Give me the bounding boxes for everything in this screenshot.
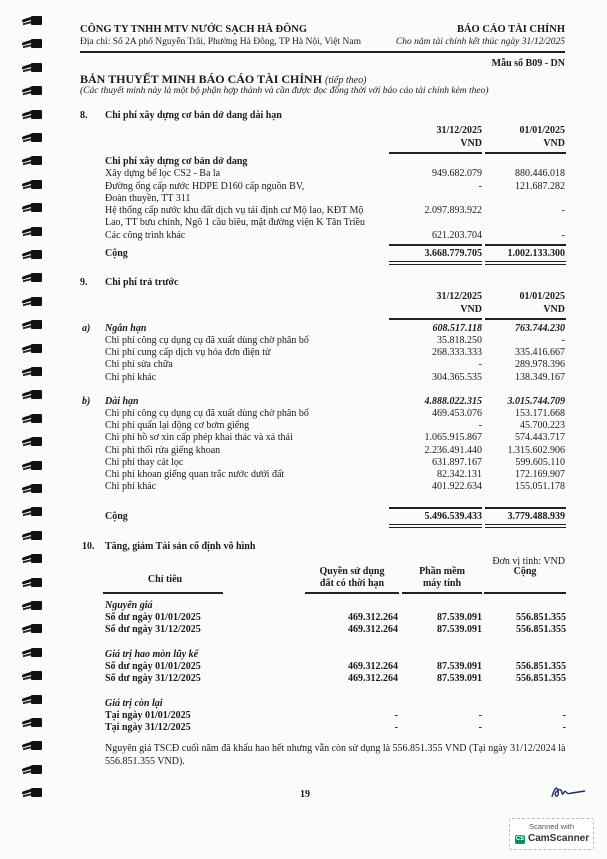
s9-total-doubleline-1 <box>389 524 482 528</box>
binding-ring <box>22 133 42 142</box>
section-10-title: Tăng, giảm Tài sản cố định vô hình <box>105 541 256 552</box>
s9-col1-unit: VND <box>460 304 482 315</box>
s10-col1-underline <box>305 592 399 594</box>
table-row: Chi phí khoan giếng quan trắc nước dưới đất 82.342.131 172.169.907 <box>105 469 565 480</box>
document-title-text: BẢN THUYẾT MINH BÁO CÁO TÀI CHÍNH <box>80 72 323 86</box>
table-row: Xây dựng bể lọc CS2 - Ba la 949.682.079 880.446.018 <box>105 168 565 179</box>
table-row: Chi phí thổi rửa giếng khoan 2.236.491.440 1.315.602.906 <box>105 444 565 456</box>
s8-total-topline-1 <box>389 244 482 246</box>
table-row: Chi phí công cụ dụng cụ đã xuất dùng chờ phân bổ 35.818.250 - <box>105 335 565 346</box>
company-name: CÔNG TY TNHH MTV NƯỚC SẠCH HÀ ĐÔNG <box>80 24 308 35</box>
s10-header-item: Chỉ tiêu <box>147 574 183 585</box>
s8-col2-underline <box>485 152 566 154</box>
binding-ring <box>22 765 42 774</box>
s9-col2-underline <box>485 318 566 320</box>
s8-col2-header <box>485 124 565 150</box>
binding-ring <box>22 788 42 797</box>
header-divider <box>80 51 565 53</box>
binding-ring <box>22 39 42 48</box>
camscanner-logo-icon: CS <box>515 836 525 842</box>
s10-col2-underline <box>402 592 482 594</box>
binding-ring <box>22 110 42 119</box>
s8-group-label: Chi phí xây dựng cơ bản dở dang <box>105 156 248 167</box>
section-9-title: Chi phí trả trước <box>105 277 179 288</box>
table-row: Chi phí khác 401.922.634 155.051.178 <box>105 481 565 493</box>
document-subtitle: (Các thuyết minh này là một bộ phận hợp thành và cần được đọc đồng thời với báo cáo tài chính kèm theo) <box>80 86 489 96</box>
table-row-continuation: Lao, TT bưu chính, Ngõ 1 cầu biêu, mặt đường viện K Tân Triều <box>105 217 365 228</box>
report-period: Cho năm tài chính kết thúc ngày 31/12/2025 <box>395 37 565 47</box>
table-row: Chi phí sửa chữa - 289.978.396 <box>105 359 565 371</box>
table-row: Chi phí khác 304.365.535 138.349.167 <box>105 371 565 383</box>
s9-short-term-row: a) Ngắn hạn 608.517.118 763.744.230 <box>82 323 565 334</box>
table-row: Số dư ngày 01/01/2025 469.312.264 87.539.091 556.851.355 <box>105 612 566 623</box>
table-row: Chi phí cung cấp dịch vụ hóa đơn điện tử 268.333.333 335.416.667 <box>105 347 565 359</box>
scanner-name: CamScanner <box>528 833 590 844</box>
binding-ring <box>22 63 42 72</box>
document-title <box>80 72 366 87</box>
report-title: BÁO CÁO TÀI CHÍNH <box>456 24 565 35</box>
table-row: Chi phí hồ sơ xin cấp phép khai thác và xả thải 1.065.915.867 574.443.717 <box>105 432 565 444</box>
s9-total-row: Cộng 5.496.539.433 3.779.488.939 <box>105 511 565 522</box>
table-row: Đường ống cấp nước HDPE D160 cấp nguồn BV, - 121.687.282 <box>105 181 565 192</box>
s9-col1-header <box>400 290 482 316</box>
s10-group-label: Nguyên giá <box>105 600 153 611</box>
binding-ring <box>22 297 42 306</box>
s9-col2-unit: VND <box>543 304 565 315</box>
binding-ring <box>22 531 42 540</box>
s9-col2-date: 01/01/2025 <box>519 291 565 302</box>
form-number: Mẫu số B09 - DN <box>491 58 565 69</box>
table-row: Các công trình khác 621.203.704 - <box>105 230 565 241</box>
s8-total-doubleline-2 <box>485 261 566 265</box>
binding-ring <box>22 273 42 282</box>
s8-total-topline-2 <box>485 244 566 246</box>
s8-col1-date: 31/12/2025 <box>436 125 482 136</box>
page-number: 19 <box>300 789 310 800</box>
s8-total-row: Cộng 3.668.779.705 1.002.133.300 <box>105 248 565 259</box>
binding-ring <box>22 741 42 750</box>
document-title-suffix: (tiếp theo) <box>325 75 367 86</box>
binding-ring <box>22 578 42 587</box>
signature-icon <box>548 781 588 803</box>
s10-item-underline <box>103 592 223 594</box>
s10-footnote: Nguyên giá TSCĐ cuối năm đã khấu hao hết nhưng vẫn còn sử dụng là 556.851.355 VND (Tại ngày 31/12/2024 là 556.851.355 VND). <box>105 743 566 767</box>
s10-header-col1: Quyền sử dụng đất có thời hạn <box>319 566 385 589</box>
table-row: Chi phí quấn lại động cơ bơm giếng - 45.700.223 <box>105 420 565 432</box>
s9-total-doubleline-2 <box>485 524 566 528</box>
section-8-number: 8. <box>80 110 88 121</box>
table-row-continuation: Đoàn thuyền, TT 311 <box>105 193 191 204</box>
s9-total-topline-1 <box>389 507 482 509</box>
camscanner-watermark <box>509 818 594 850</box>
table-row: Số dư ngày 31/12/2025 469.312.264 87.539.091 556.851.355 <box>105 624 566 635</box>
table-row: Số dư ngày 31/12/2025 469.312.264 87.539.091 556.851.355 <box>105 673 566 684</box>
binding-ring <box>22 86 42 95</box>
s8-col1-unit: VND <box>460 138 482 149</box>
binding-ring <box>22 554 42 563</box>
section-9-number: 9. <box>80 277 88 288</box>
s9-col2-header <box>485 290 565 316</box>
s8-col1-header <box>400 124 482 150</box>
binding-ring <box>22 16 42 25</box>
company-address: Địa chỉ: Số 2A phố Nguyễn Trãi, Phường Hà Đông, TP Hà Nội, Việt Nam <box>80 37 361 47</box>
table-row: Chi phí công cụ dụng cụ đã xuất dùng chờ phân bổ 469.453.076 153.171.668 <box>105 408 565 419</box>
table-row: Tại ngày 31/12/2025 - - - <box>105 722 566 733</box>
unit-note: Đơn vị tính: VND <box>492 556 565 567</box>
s8-col2-unit: VND <box>543 138 565 149</box>
s10-header-col2: Phần mềm máy tính <box>419 566 465 589</box>
s9-col1-date: 31/12/2025 <box>436 291 482 302</box>
section-10-number: 10. <box>82 541 95 552</box>
s9-total-topline-2 <box>485 507 566 509</box>
s9-col1-underline <box>389 318 482 320</box>
s8-col2-date: 01/01/2025 <box>519 125 565 136</box>
s10-col3-underline <box>484 592 566 594</box>
table-row: Tại ngày 01/01/2025 - - - <box>105 710 566 721</box>
scanner-caption: Scanned with <box>528 822 575 831</box>
s9-long-term-row: b) Dài hạn 4.888.022.315 3.015.744.709 <box>82 396 565 407</box>
s8-col1-underline <box>389 152 482 154</box>
table-row: Hệ thống cấp nước khu đất dịch vụ tái định cư Mộ lao, KĐT Mộ 2.097.893.922 - <box>105 205 565 216</box>
table-row: Chi phí thay cát lọc 631.897.167 599.605.110 <box>105 456 565 468</box>
section-8-title: Chi phí xây dựng cơ bản dở dang dài hạn <box>105 110 282 121</box>
s10-header-col3: Cộng <box>513 566 537 577</box>
table-row: Số dư ngày 01/01/2025 469.312.264 87.539.091 556.851.355 <box>105 661 566 672</box>
s8-total-doubleline-1 <box>389 261 482 265</box>
s10-group-label: Giá trị còn lại <box>105 698 163 709</box>
s10-group-label: Giá trị hao mòn lũy kế <box>105 649 199 660</box>
